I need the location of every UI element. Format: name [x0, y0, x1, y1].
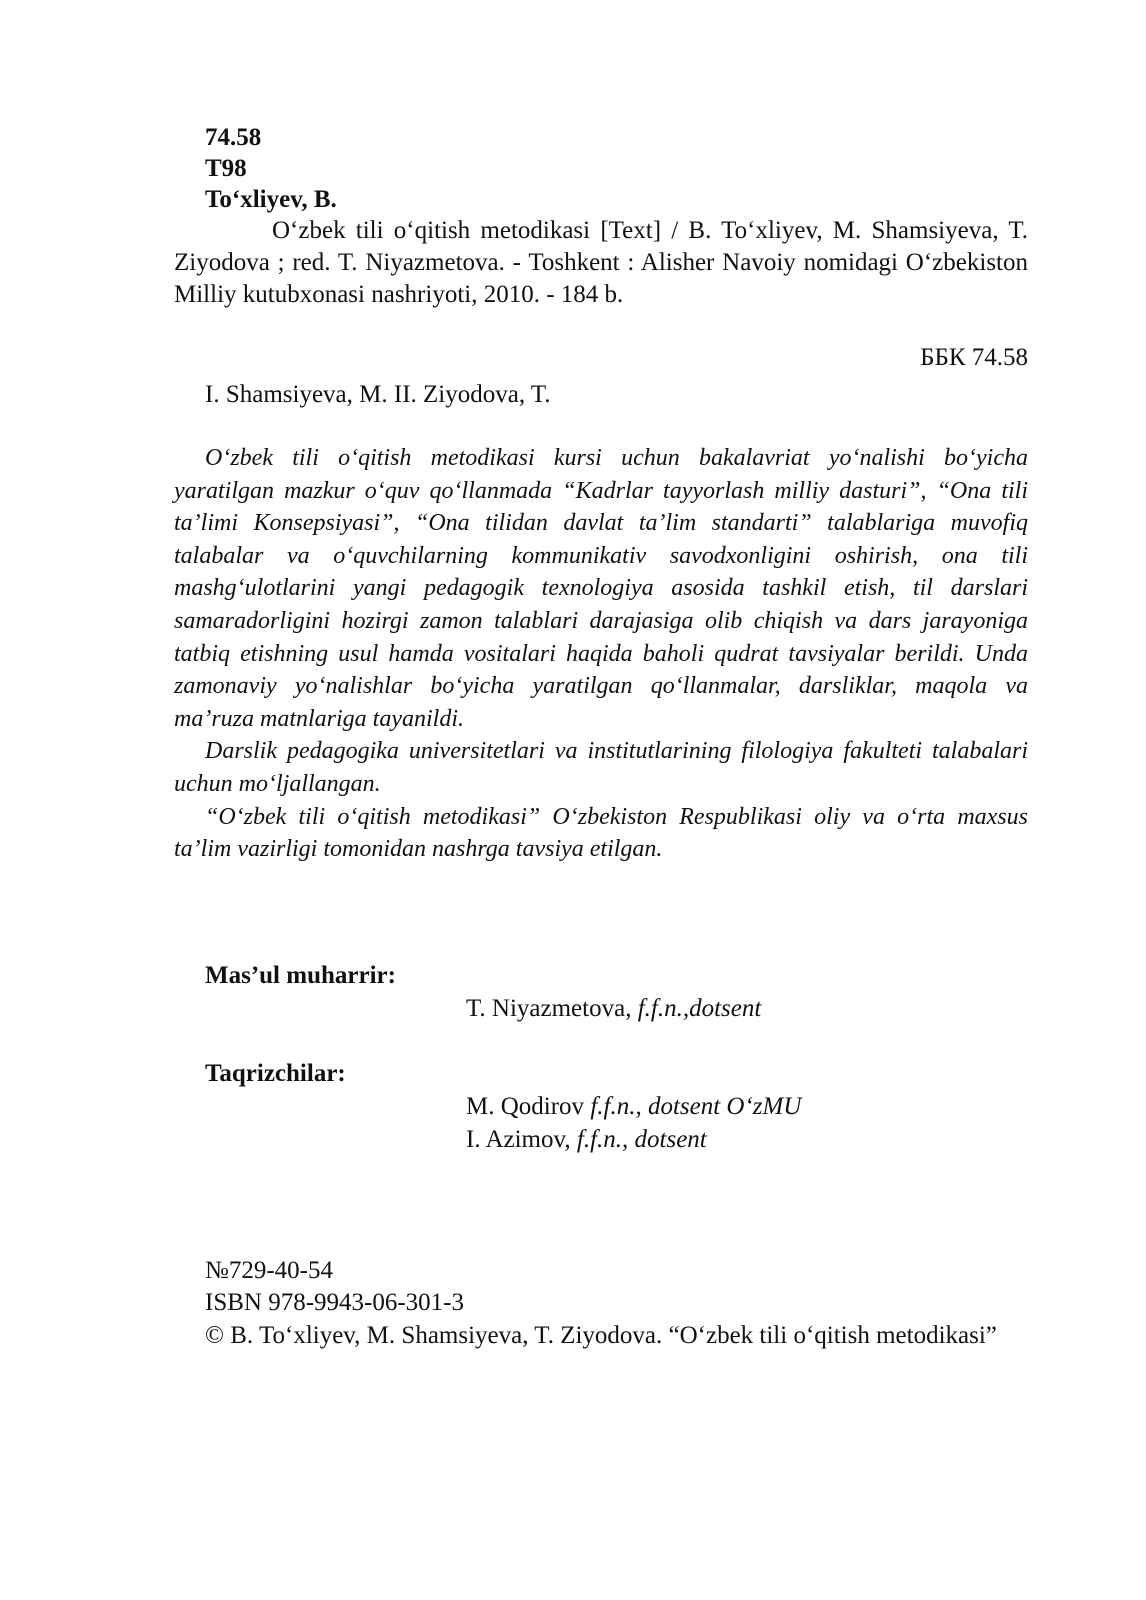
author-mark: T98 [205, 155, 247, 182]
bbk-code: ББК 74.58 [920, 344, 1028, 371]
reviewer-1 [466, 1093, 801, 1121]
udk-code: 74.58 [205, 124, 262, 151]
reviewer-1-title: f.f.n., dotsent O‘zMU [590, 1093, 802, 1120]
editor-entry [466, 995, 761, 1023]
bibliographic-record [174, 215, 1028, 311]
reviewer-2-title: f.f.n., dotsent [576, 1126, 707, 1153]
isbn: ISBN 978-9943-06-301-3 [205, 1289, 465, 1316]
editor-label: Mas’ul muharrir: [205, 962, 396, 989]
heading-author: To‘xliyev, B. [205, 186, 337, 213]
annotation [174, 442, 1028, 866]
reviewers-label: Taqrizchilar: [205, 1060, 346, 1087]
reviewer-2 [466, 1126, 707, 1154]
annotation-paragraph-3: “O‘zbek tili o‘qitish metodikasi” O‘zbekiston Respublikasi oliy va o‘rta maxsus ta’lim vazirligi tomonidan nashrga tavsiya etilgan. [174, 803, 1028, 863]
annotation-paragraph-2: Darslik pedagogika universitetlari va institutlarining filologiya fakulteti talabalari uchun mo‘ljallangan. [174, 738, 1028, 797]
copyright-notice: © B. To‘xliyev, M. Shamsiyeva, T. Ziyodova. “O‘zbek tili o‘qitish metodikasi” [205, 1322, 997, 1349]
annotation-paragraph-1: O‘zbek tili o‘qitish metodikasi kursi uchun bakalavriat yo‘nalishi bo‘yicha yaratilgan mazkur o‘quv qo‘llanmada “Kadrlar tayyorlash milliy dasturi”, “Ona tili ta’limi Konsepsiyasi”, “Ona tilidan davlat ta’lim standarti” talablariga muvofiq talabalar va o‘quvchilarning kommunikativ savodxonligini oshirish, ona tili mashg‘ulotlarini yangi pedagogik texnologiya asosida tashkil etish, til darslari samaradorligini hozirgi zamon talablari darajasiga olib chiqish va dars jarayoniga tatbiq etishning usul hamda vositalari haqida baholi qudrat tavsiyalar berildi. Unda zamonaviy yo‘nalishlar bo‘yicha yaratilgan qo‘llanmalar, darsliklar, maqola va ma’ruza matnlariga tayanildi. [174, 445, 1028, 732]
editor-name: T. Niyazmetova, [466, 995, 632, 1022]
reviewer-1-name: M. Qodirov [466, 1093, 585, 1120]
publication-number: №729-40-54 [205, 1257, 334, 1284]
record-description: O‘zbek tili o‘qitish metodikasi [Text] / B. To‘xliyev, M. Shamsiyeva, T. Ziyodova ; red. T. Niyazmetova. - Toshkent : Alisher Navoiy nomidagi O‘zbekiston Milliy kutubxonasi nashriyoti, 2010. - 184 b. [174, 217, 1028, 308]
added-entries: I. Shamsiyeva, M. II. Ziyodova, T. [205, 381, 551, 408]
editor-title: f.f.n.,dotsent [637, 995, 762, 1022]
classification-codes [205, 122, 337, 215]
reviewer-2-name: I. Azimov, [466, 1126, 571, 1153]
